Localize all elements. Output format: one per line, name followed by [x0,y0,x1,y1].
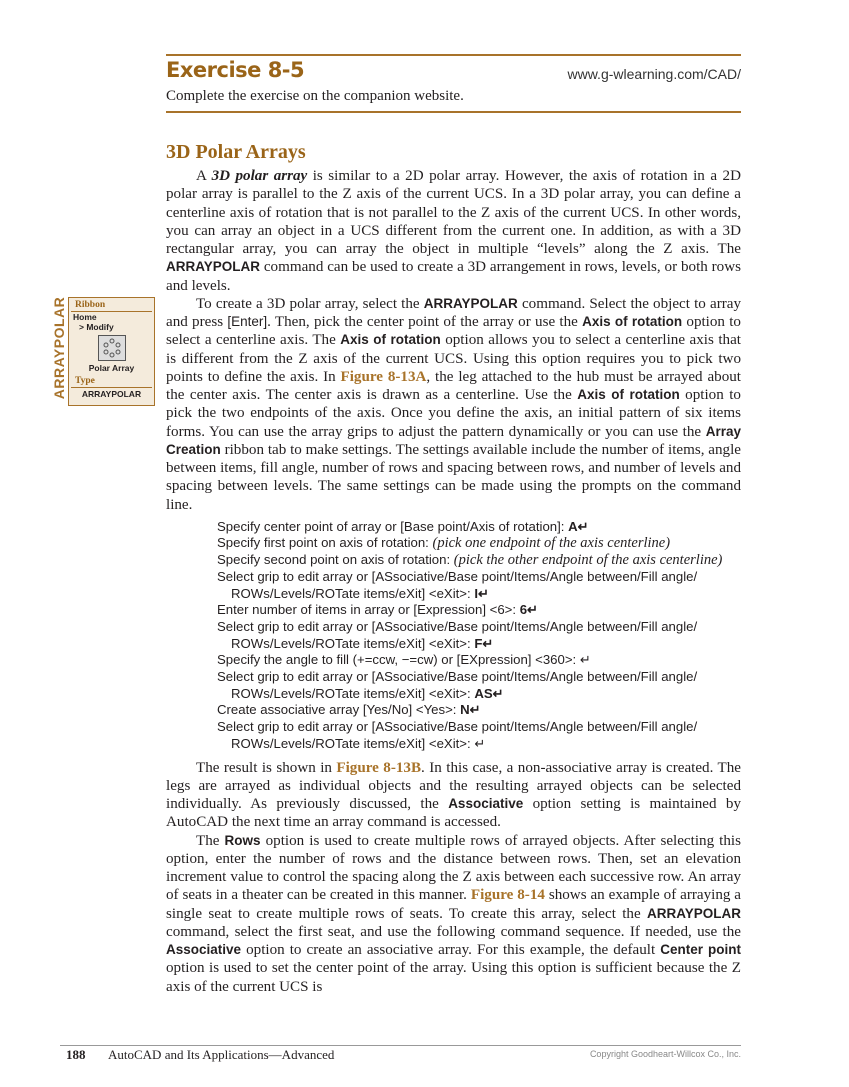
text-run: Select grip to edit array or [ASsociative/Base point/Items/Angle between/Fill angle/ ROWs/Levels/ROTate items/eXit] <eXit>: [217,568,698,601]
text-run: command can be used to create a 3D arrangement in rows, levels, or both rows and levels. [166,259,741,294]
command-line [217,652,741,669]
paragraphs-before [166,167,741,514]
figure-reference[interactable]: Figure 8-13B [336,759,422,776]
exercise-description: Complete the exercise on the companion website. [166,88,464,104]
text-run: The result is shown in [196,759,337,776]
text-run: option is used to create multiple rows of arrayed objects. After selecting this option, enter the number of rows and the distance between rows. Then, set an elevation increment value to control the spacing along the Z axis between each successive row. An array of seats in a theater can be created in this manner. [166,832,741,904]
command-term: Associative [448,796,524,812]
ribbon-reference-box [68,297,155,406]
paragraph [166,832,741,996]
text-run: Specify the angle to fill (+=ccw, −=cw) or [EXpression] <360>: ↵ [217,652,591,668]
user-entry: I↵ [474,585,490,601]
command-term: Array Creation [166,423,741,457]
ribbon-heading: Ribbon [71,298,152,312]
text-run: command. Select the object to array and press [166,295,741,330]
text-run: Select grip to edit array or [ASsociative/Base point/Items/Angle between/Fill angle/ ROWs/Levels/ROTate items/eXit] <eXit>: [217,618,698,651]
command-term: Axis of rotation [577,387,680,402]
ribbon-panel: > Modify [79,322,114,332]
text-run: Enter number of items in array or [Expression] <6>: [217,602,520,618]
user-entry: 6↵ [519,602,539,618]
command-line [217,669,741,702]
type-heading: Type [75,376,95,386]
copyright: Copyright Goodheart-Willcox Co., Inc. [589,1049,741,1059]
key-name: [Enter] [227,314,268,329]
text-run: option to create an associative array. For this example, the default [241,942,661,959]
command-line [217,702,741,719]
command-term: ARRAYPOLAR [423,295,518,311]
vertical-label-text: ARRAYPOLAR [51,296,67,400]
text-run: A [196,168,212,184]
paragraphs-after [166,759,741,996]
page-number: 188 [66,1047,86,1062]
paragraph [166,167,741,295]
text-run: Select grip to edit array or [ASsociative/Base point/Items/Angle between/Fill angle/ ROWs/Levels/ROTate items/eXit] <eXit>: [217,669,698,701]
exercise-bottom-rule [166,111,741,113]
command-line [217,602,741,619]
footer-rule [60,1045,741,1046]
paragraph [166,759,741,832]
text-run: option to select a centerline axis. The [166,314,741,349]
text-run: command, select the first seat, and use the following command sequence. If needed, use the [166,923,741,940]
body-text [166,167,741,996]
command-line [217,619,741,652]
command-term: Center point [660,942,742,958]
top-rule [166,54,741,56]
key-term: 3D polar array [211,168,308,184]
user-action: (pick one endpoint of the axis centerline) [432,535,671,552]
text-run: option is used to set the center point of the array. Using this option is sufficient because the Z axis of the current UCS is [166,960,741,995]
user-action: (pick the other endpoint of the axis centerline) [453,552,723,569]
user-entry: A↵ [568,518,589,534]
command-term: Axis of rotation [340,332,441,348]
command-term: ARRAYPOLAR [646,905,741,921]
text-run: Select grip to edit array or [ASsociative/Base point/Items/Angle between/Fill angle/ ROWs/Levels/ROTate items/eXit] <eXit>: ↵ [217,719,698,751]
figure-reference[interactable]: Figure 8-13A [340,368,427,385]
figure-reference[interactable]: Figure 8-14 [470,887,545,904]
ribbon-button-label: Polar Array [88,363,135,373]
command-line [217,569,741,602]
text-run: option allows you to select a centerline axis that is different from the Z axis of the current UCS. Using this option requires you to pick two points to define the axis. In [166,332,741,385]
command-term: ARRAYPOLAR [166,259,261,275]
ribbon-tab: Home [73,312,97,322]
text-run: Specify center point of array or [Base point/Axis of rotation]: [217,518,569,534]
command-term: Associative [166,942,242,958]
command-term: Axis of rotation [582,314,683,329]
text-run: Specify second point on axis of rotation: [217,552,454,568]
exercise-title: Exercise 8-5 [166,58,305,82]
text-run: is similar to a 2D polar array. However, the axis of rotation in a 2D polar array is parallel to the Z axis of the current UCS. In a 3D polar array, you can define a centerline axis of rotation that is not parallel to the Z axis of the current UCS. In other words, you can array an object in a UCS different from the current one. In addition, as with a 3D rectangular array, you can array the object in multiple “levels” along the Z axis. The [166,168,741,257]
user-entry: F↵ [474,635,494,651]
command-line [217,535,741,552]
text-run: The [196,832,225,849]
command-line [217,719,741,752]
text-run: option setting is maintained by AutoCAD the next time an array command is accessed. [166,796,741,831]
command-term: Rows [224,832,261,848]
sidebar-vertical-label [49,298,69,398]
text-run: To create a 3D polar array, select the [196,295,424,312]
section-title: 3D Polar Arrays [166,141,306,163]
command-line [217,552,741,569]
user-entry: N↵ [460,702,481,718]
text-run: Create associative array [Yes/No] <Yes>: [217,702,461,718]
text-run: . In this case, a non-associative array is created. The legs are arrayed as individual objects and the resulting arrayed objects can be selected individually. As previously discussed, the [166,759,742,813]
type-command: ARRAYPOLAR [71,387,152,399]
text-run: option to pick the two endpoints of the axis. Once you define the axis, an initial pattern of six items forms. You can use the array grips to adjust the pattern dynamically or you can use the [166,387,741,440]
paragraph [166,295,741,514]
command-sequence [217,519,741,753]
exercise-url-link[interactable]: www.g-wlearning.com/CAD/ [567,66,741,82]
text-run: ribbon tab to make settings. The settings available include the number of items, angle between items, fill angle, number of rows and spacing between rows, and number of levels and spacing between levels. The same settings can be made using the prompts on the command line. [166,441,741,513]
command-line [217,519,741,536]
text-run: shows an example of arraying a single seat to create multiple rows of seats. To create this array, select the [166,887,742,922]
user-entry: AS↵ [474,685,504,701]
book-title: AutoCAD and Its Applications—Advanced [108,1047,335,1062]
text-run: , the leg attached to the hub must be arrayed about the center axis. The center axis is drawn as a centerline. Use the [166,368,741,403]
text-run: . Then, pick the center point of the array or use the [267,314,583,330]
polar-array-icon [98,335,126,361]
text-run: Specify first point on axis of rotation: [217,535,433,551]
